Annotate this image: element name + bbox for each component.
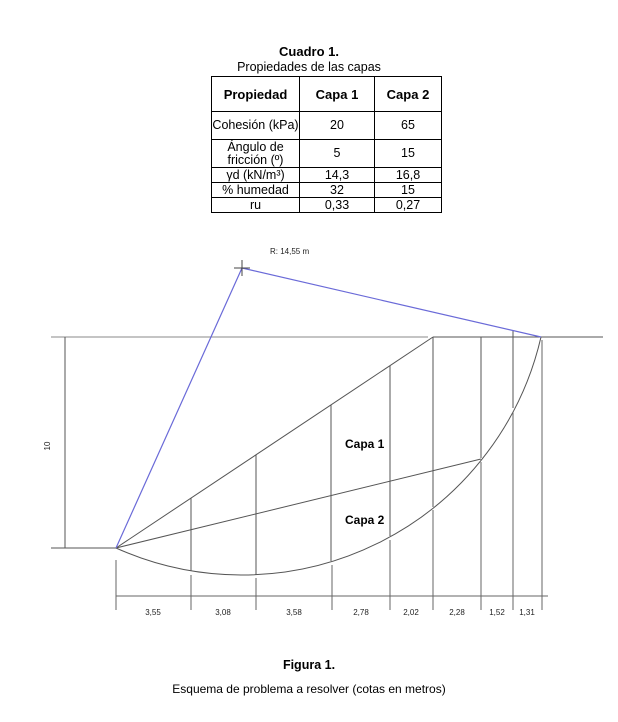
table-title: Cuadro 1.	[279, 44, 339, 59]
cell-layer1: 5	[300, 140, 375, 168]
cell-layer2: 0,27	[375, 198, 442, 213]
width-label: 3,08	[215, 608, 231, 617]
width-label: 2,28	[449, 608, 465, 617]
dimension-lines	[116, 340, 548, 610]
header-layer2: Capa 2	[375, 77, 442, 112]
cell-property: Cohesión (kPa)	[212, 112, 300, 140]
cell-layer2: 65	[375, 112, 442, 140]
layer1-label: Capa 1	[345, 437, 385, 451]
width-label: 1,52	[489, 608, 505, 617]
width-label: 3,55	[145, 608, 161, 617]
cell-layer1: 32	[300, 183, 375, 198]
layer2-label: Capa 2	[345, 513, 385, 527]
slice-lines	[191, 330, 513, 575]
height-label: 10	[43, 441, 52, 451]
cell-layer1: 14,3	[300, 168, 375, 183]
cell-layer2: 15	[375, 140, 442, 168]
slip-circle-arc	[116, 337, 541, 575]
cell-property: γd (kN/m³)	[212, 168, 300, 183]
circle-center-icon	[234, 260, 250, 276]
cell-property: Ángulo de fricción (º)	[212, 140, 300, 168]
cell-property: % humedad	[212, 183, 300, 198]
cell-property: ru	[212, 198, 300, 213]
header-property: Propiedad	[212, 77, 300, 112]
cell-layer2: 16,8	[375, 168, 442, 183]
width-label: 2,78	[353, 608, 369, 617]
cell-layer1: 20	[300, 112, 375, 140]
layer-boundary	[116, 459, 481, 548]
width-label: 3,58	[286, 608, 302, 617]
cell-layer2: 15	[375, 183, 442, 198]
width-labels	[145, 608, 535, 617]
figure-title: Figura 1.	[282, 658, 336, 672]
figure-caption: Esquema de problema a resolver (cotas en metros)	[172, 682, 446, 696]
header-layer1: Capa 1	[300, 77, 375, 112]
width-label: 2,02	[403, 608, 419, 617]
cell-layer1: 0,33	[300, 198, 375, 213]
width-label: 1,31	[519, 608, 535, 617]
table-subtitle: Propiedades de las capas	[237, 60, 381, 74]
radius-label: R: 14,55 m	[270, 247, 310, 256]
